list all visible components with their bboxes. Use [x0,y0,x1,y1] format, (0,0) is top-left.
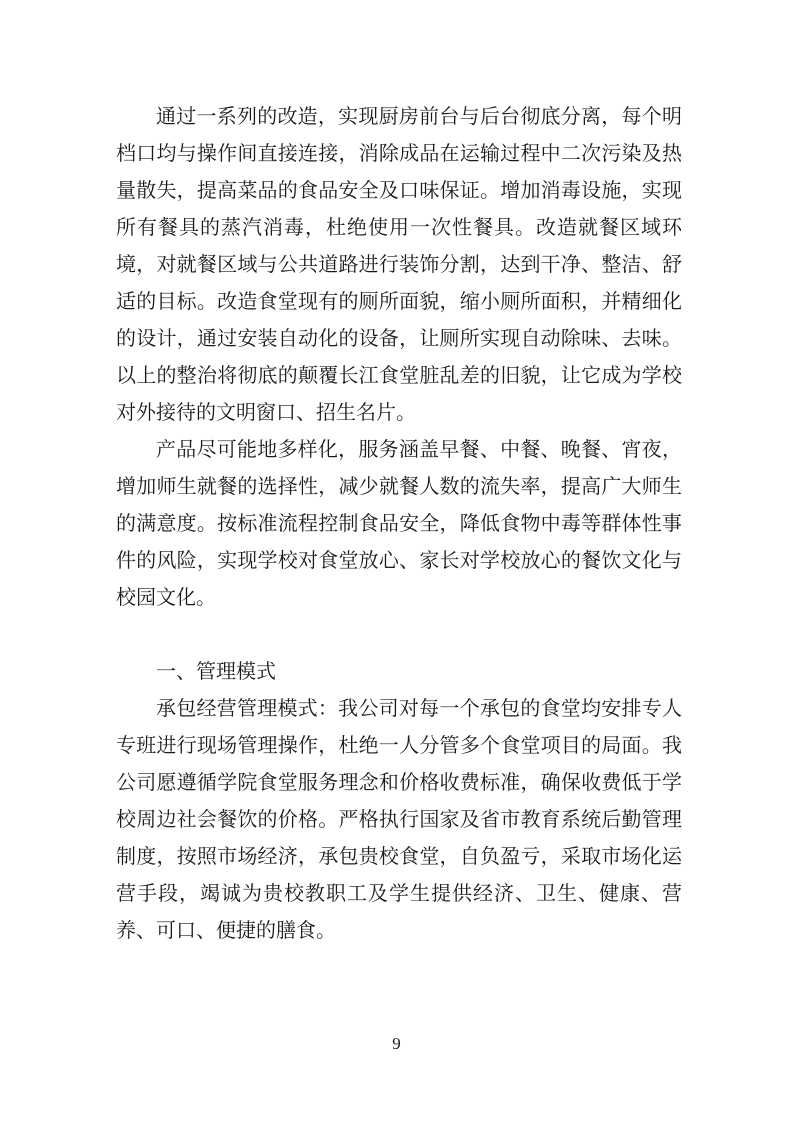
document-body [116,98,682,949]
section-heading-management-mode: 一、管理模式 [156,659,276,683]
paragraph-contract-management: 承包经营管理模式：我公司对每一个承包的食堂均安排专人专班进行现场管理操作，杜绝一人分管多个食堂项目的局面。我公司愿遵循学院食堂服务理念和价格收费标准，确保收费低于学校周边社会餐饮的价格。严格执行国家及省市教育系统后勤管理制度，按照市场经济，承包贵校食堂，自负盈亏，采取市场化运营手段，竭诚为贵校教职工及学生提供经济、卫生、健康、营养、可口、便捷的膳食。 [116,696,682,942]
page-number: 9 [392,1034,401,1053]
paragraph-renovation: 通过一系列的改造，实现厨房前台与后台彻底分离，每个明档口均与操作间直接连接，消除成品在运输过程中二次污染及热量散失，提高菜品的食品安全及口味保证。增加消毒设施，实现所有餐具的蒸汽消毒，杜绝使用一次性餐具。改造就餐区域环境，对就餐区域与公共道路进行装饰分割，达到干净、整洁、舒适的目标。改造食堂现有的厕所面貌，缩小厕所面积，并精细化的设计，通过安装自动化的设备，让厕所实现自动除味、去味。以上的整治将彻底的颠覆长江食堂脏乱差的旧貌，让它成为学校对外接待的文明窗口、招生名片。 [116,104,682,424]
paragraph-products: 产品尽可能地多样化，服务涵盖早餐、中餐、晚餐、宵夜，增加师生就餐的选择性，减少就餐人数的流失率，提高广大师生的满意度。按标准流程控制食品安全，降低食物中毒等群体性事件的风险，实现学校对食堂放心、家长对学校放心的餐饮文化与校园文化。 [116,437,682,609]
